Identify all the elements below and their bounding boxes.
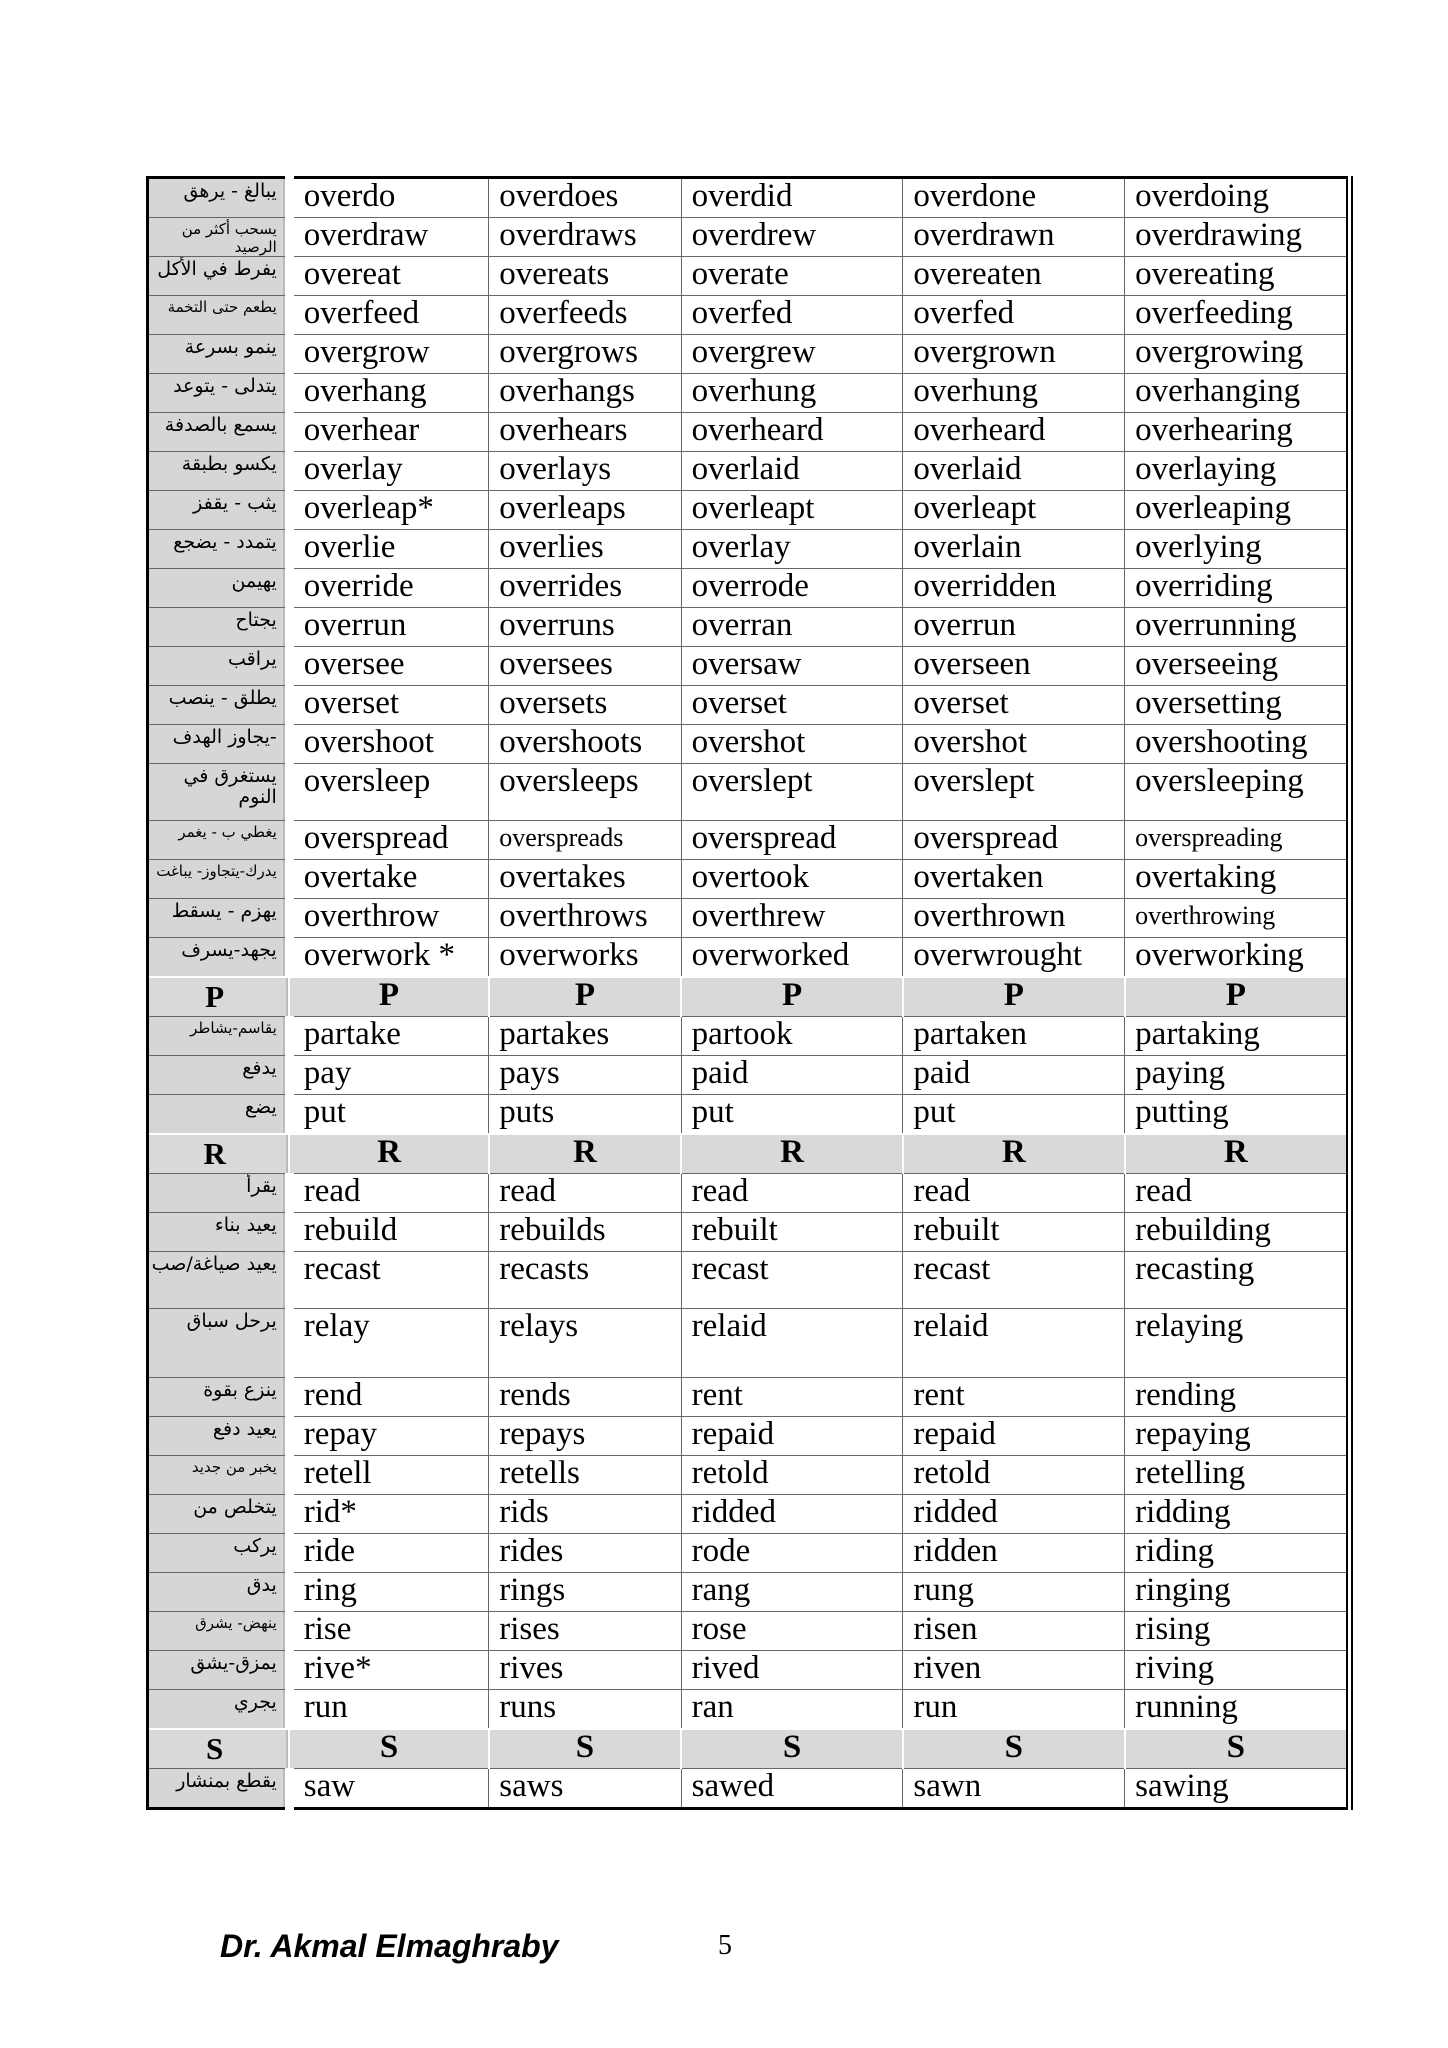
base-form: rid* — [289, 1495, 488, 1534]
arabic-meaning: يضع — [148, 1095, 290, 1135]
verb-row — [148, 413, 1350, 452]
verb-table-body — [148, 178, 1350, 1809]
present-participle-form: relaying — [1125, 1309, 1350, 1378]
arabic-meaning: يكسو بطبقة — [148, 452, 290, 491]
verb-row — [148, 257, 1350, 296]
base-form: recast — [289, 1252, 488, 1309]
base-form: overdraw — [289, 218, 488, 257]
verb-row — [148, 1612, 1350, 1651]
verb-row — [148, 860, 1350, 899]
past-participle-form: risen — [903, 1612, 1125, 1651]
base-form: run — [289, 1690, 488, 1730]
verb-row — [148, 1378, 1350, 1417]
present-participle-form: partaking — [1125, 1017, 1350, 1056]
arabic-meaning: يقاسم-يشاطر — [148, 1017, 290, 1056]
past-participle-form: overdone — [903, 178, 1125, 218]
past-participle-form: put — [903, 1095, 1125, 1135]
third-person-form: overfeeds — [489, 296, 681, 335]
base-form: overthrow — [289, 899, 488, 938]
arabic-meaning: يبالغ - يرهق — [148, 178, 290, 218]
section-letter: P — [148, 977, 290, 1017]
past-form: overheard — [681, 413, 903, 452]
section-letter: S — [289, 1729, 488, 1769]
past-participle-form: overseen — [903, 647, 1125, 686]
present-participle-form: overriding — [1125, 569, 1350, 608]
present-participle-form: overhanging — [1125, 374, 1350, 413]
base-form: overset — [289, 686, 488, 725]
past-form: paid — [681, 1056, 903, 1095]
verb-forms-table — [146, 176, 1353, 1810]
verb-row — [148, 1769, 1350, 1809]
base-form: ring — [289, 1573, 488, 1612]
arabic-meaning: يتخلص من — [148, 1495, 290, 1534]
base-form: overshoot — [289, 725, 488, 764]
present-participle-form: overspreading — [1125, 821, 1350, 860]
arabic-meaning: يتمدد - يضجع — [148, 530, 290, 569]
past-participle-form: overspread — [903, 821, 1125, 860]
past-participle-form: overlain — [903, 530, 1125, 569]
verb-row — [148, 335, 1350, 374]
section-letter: R — [1125, 1134, 1350, 1174]
base-form: saw — [289, 1769, 488, 1809]
past-form: rose — [681, 1612, 903, 1651]
past-participle-form: run — [903, 1690, 1125, 1730]
base-form: oversee — [289, 647, 488, 686]
third-person-form: recasts — [489, 1252, 681, 1309]
section-letter: P — [1125, 977, 1350, 1017]
present-participle-form: putting — [1125, 1095, 1350, 1135]
past-form: overdrew — [681, 218, 903, 257]
arabic-meaning: ينزع بقوة — [148, 1378, 290, 1417]
third-person-form: overlies — [489, 530, 681, 569]
past-participle-form: overridden — [903, 569, 1125, 608]
arabic-meaning: يركب — [148, 1534, 290, 1573]
section-header-row — [148, 1729, 1350, 1769]
verb-row — [148, 1573, 1350, 1612]
verb-row — [148, 1174, 1350, 1213]
present-participle-form: riving — [1125, 1651, 1350, 1690]
past-participle-form: partaken — [903, 1017, 1125, 1056]
arabic-meaning: يمزق-يشق — [148, 1651, 290, 1690]
present-participle-form: overworking — [1125, 938, 1350, 978]
past-form: overleapt — [681, 491, 903, 530]
third-person-form: overleaps — [489, 491, 681, 530]
present-participle-form: overseeing — [1125, 647, 1350, 686]
arabic-meaning: يغطي ب - يغمر — [148, 821, 290, 860]
past-participle-form: overset — [903, 686, 1125, 725]
past-form: overshot — [681, 725, 903, 764]
arabic-meaning: يعيد صياغة/صب — [148, 1252, 290, 1309]
base-form: rise — [289, 1612, 488, 1651]
section-letter: P — [289, 977, 488, 1017]
verb-row — [148, 452, 1350, 491]
arabic-meaning: يقرأ — [148, 1174, 290, 1213]
present-participle-form: overdoing — [1125, 178, 1350, 218]
third-person-form: rises — [489, 1612, 681, 1651]
past-form: rebuilt — [681, 1213, 903, 1252]
present-participle-form: overlying — [1125, 530, 1350, 569]
past-participle-form: overlaid — [903, 452, 1125, 491]
past-form: overspread — [681, 821, 903, 860]
past-form: rode — [681, 1534, 903, 1573]
present-participle-form: overfeeding — [1125, 296, 1350, 335]
verb-row — [148, 1056, 1350, 1095]
section-letter: R — [903, 1134, 1125, 1174]
past-form: sawed — [681, 1769, 903, 1809]
arabic-meaning: يهيمن — [148, 569, 290, 608]
arabic-meaning: يسحب أكثر من الرصيد — [148, 218, 290, 257]
arabic-meaning: يدفع — [148, 1056, 290, 1095]
past-form: read — [681, 1174, 903, 1213]
section-letter: S — [1125, 1729, 1350, 1769]
past-participle-form: overtaken — [903, 860, 1125, 899]
arabic-meaning: يطعم حتى التخمة — [148, 296, 290, 335]
third-person-form: overtakes — [489, 860, 681, 899]
third-person-form: overhangs — [489, 374, 681, 413]
verb-row — [148, 1252, 1350, 1309]
third-person-form: overspreads — [489, 821, 681, 860]
base-form: rive* — [289, 1651, 488, 1690]
base-form: overspread — [289, 821, 488, 860]
third-person-form: saws — [489, 1769, 681, 1809]
verb-row — [148, 1690, 1350, 1730]
base-form: retell — [289, 1456, 488, 1495]
section-letter: S — [148, 1729, 290, 1769]
section-letter: R — [681, 1134, 903, 1174]
present-participle-form: overgrowing — [1125, 335, 1350, 374]
base-form: overleap* — [289, 491, 488, 530]
present-participle-form: oversetting — [1125, 686, 1350, 725]
third-person-form: pays — [489, 1056, 681, 1095]
section-letter: R — [489, 1134, 681, 1174]
past-participle-form: overwrought — [903, 938, 1125, 978]
base-form: overeat — [289, 257, 488, 296]
past-form: rent — [681, 1378, 903, 1417]
arabic-meaning: ينهض- يشرق — [148, 1612, 290, 1651]
base-form: overhear — [289, 413, 488, 452]
third-person-form: overthrows — [489, 899, 681, 938]
verb-row — [148, 1417, 1350, 1456]
past-participle-form: overrun — [903, 608, 1125, 647]
page-number: 5 — [718, 1930, 732, 1961]
third-person-form: rends — [489, 1378, 681, 1417]
third-person-form: overdraws — [489, 218, 681, 257]
third-person-form: overworks — [489, 938, 681, 978]
verb-row — [148, 178, 1350, 218]
third-person-form: repays — [489, 1417, 681, 1456]
past-participle-form: sawn — [903, 1769, 1125, 1809]
past-form: overdid — [681, 178, 903, 218]
third-person-form: oversets — [489, 686, 681, 725]
base-form: overhang — [289, 374, 488, 413]
past-participle-form: overthrown — [903, 899, 1125, 938]
present-participle-form: overleaping — [1125, 491, 1350, 530]
verb-row — [148, 296, 1350, 335]
verb-row — [148, 647, 1350, 686]
base-form: pay — [289, 1056, 488, 1095]
past-form: overran — [681, 608, 903, 647]
present-participle-form: ridding — [1125, 1495, 1350, 1534]
past-form: put — [681, 1095, 903, 1135]
base-form: overdo — [289, 178, 488, 218]
verb-row — [148, 725, 1350, 764]
verb-row — [148, 1213, 1350, 1252]
arabic-meaning: يستغرق في النوم — [148, 764, 290, 821]
verb-row — [148, 1651, 1350, 1690]
arabic-meaning: يجتاح — [148, 608, 290, 647]
third-person-form: retells — [489, 1456, 681, 1495]
verb-row — [148, 530, 1350, 569]
present-participle-form: overdrawing — [1125, 218, 1350, 257]
arabic-meaning: -يجاوز الهدف — [148, 725, 290, 764]
arabic-meaning: يثب - يقفز — [148, 491, 290, 530]
past-participle-form: repaid — [903, 1417, 1125, 1456]
arabic-meaning: يدق — [148, 1573, 290, 1612]
arabic-meaning: يراقب — [148, 647, 290, 686]
base-form: overgrow — [289, 335, 488, 374]
base-form: ride — [289, 1534, 488, 1573]
third-person-form: oversees — [489, 647, 681, 686]
third-person-form: read — [489, 1174, 681, 1213]
past-participle-form: overfed — [903, 296, 1125, 335]
arabic-meaning: يتدلى - يتوعد — [148, 374, 290, 413]
past-participle-form: paid — [903, 1056, 1125, 1095]
third-person-form: overrides — [489, 569, 681, 608]
present-participle-form: overhearing — [1125, 413, 1350, 452]
past-form: overthrew — [681, 899, 903, 938]
verb-row — [148, 374, 1350, 413]
arabic-meaning: يهزم - يسقط — [148, 899, 290, 938]
third-person-form: overshoots — [489, 725, 681, 764]
past-participle-form: riven — [903, 1651, 1125, 1690]
section-letter: R — [289, 1134, 488, 1174]
past-participle-form: overslept — [903, 764, 1125, 821]
verb-row — [148, 764, 1350, 821]
section-letter: P — [489, 977, 681, 1017]
verb-row — [148, 1534, 1350, 1573]
present-participle-form: riding — [1125, 1534, 1350, 1573]
third-person-form: rids — [489, 1495, 681, 1534]
base-form: put — [289, 1095, 488, 1135]
past-form: overlay — [681, 530, 903, 569]
section-letter: S — [489, 1729, 681, 1769]
base-form: overlay — [289, 452, 488, 491]
present-participle-form: oversleeping — [1125, 764, 1350, 821]
verb-row — [148, 1017, 1350, 1056]
past-participle-form: ridded — [903, 1495, 1125, 1534]
verb-row — [148, 821, 1350, 860]
third-person-form: rides — [489, 1534, 681, 1573]
present-participle-form: overlaying — [1125, 452, 1350, 491]
present-participle-form: rebuilding — [1125, 1213, 1350, 1252]
arabic-meaning: يقطع بمنشار — [148, 1769, 290, 1809]
section-letter: R — [148, 1134, 290, 1174]
arabic-meaning: يسمع بالصدفة — [148, 413, 290, 452]
present-participle-form: rending — [1125, 1378, 1350, 1417]
section-letter: S — [903, 1729, 1125, 1769]
past-form: rived — [681, 1651, 903, 1690]
author-name: Dr. Akmal Elmaghraby — [220, 1928, 559, 1964]
base-form: overrun — [289, 608, 488, 647]
past-form: rang — [681, 1573, 903, 1612]
third-person-form: overgrows — [489, 335, 681, 374]
verb-row — [148, 899, 1350, 938]
past-form: ran — [681, 1690, 903, 1730]
past-form: overlaid — [681, 452, 903, 491]
present-participle-form: retelling — [1125, 1456, 1350, 1495]
past-participle-form: overeaten — [903, 257, 1125, 296]
present-participle-form: running — [1125, 1690, 1350, 1730]
arabic-meaning: يخبر من جديد — [148, 1456, 290, 1495]
past-participle-form: overshot — [903, 725, 1125, 764]
past-form: overrode — [681, 569, 903, 608]
past-participle-form: rebuilt — [903, 1213, 1125, 1252]
section-header-row — [148, 1134, 1350, 1174]
verb-row — [148, 608, 1350, 647]
past-participle-form: rent — [903, 1378, 1125, 1417]
verb-row — [148, 938, 1350, 978]
present-participle-form: recasting — [1125, 1252, 1350, 1309]
past-participle-form: rung — [903, 1573, 1125, 1612]
present-participle-form: overrunning — [1125, 608, 1350, 647]
verb-row — [148, 569, 1350, 608]
past-participle-form: recast — [903, 1252, 1125, 1309]
past-form: overgrew — [681, 335, 903, 374]
arabic-meaning: ينمو بسرعة — [148, 335, 290, 374]
present-participle-form: repaying — [1125, 1417, 1350, 1456]
section-letter: P — [681, 977, 903, 1017]
base-form: relay — [289, 1309, 488, 1378]
arabic-meaning: يعيد بناء — [148, 1213, 290, 1252]
past-form: overset — [681, 686, 903, 725]
past-participle-form: overgrown — [903, 335, 1125, 374]
verb-row — [148, 1456, 1350, 1495]
verb-row — [148, 1495, 1350, 1534]
present-participle-form: overtaking — [1125, 860, 1350, 899]
past-participle-form: read — [903, 1174, 1125, 1213]
third-person-form: overdoes — [489, 178, 681, 218]
base-form: overtake — [289, 860, 488, 899]
past-participle-form: overheard — [903, 413, 1125, 452]
verb-row — [148, 218, 1350, 257]
arabic-meaning: يجري — [148, 1690, 290, 1730]
verb-row — [148, 491, 1350, 530]
arabic-meaning: يجهد-يسرف — [148, 938, 290, 978]
past-form: recast — [681, 1252, 903, 1309]
past-form: overate — [681, 257, 903, 296]
section-letter: S — [681, 1729, 903, 1769]
present-participle-form: read — [1125, 1174, 1350, 1213]
past-participle-form: overhung — [903, 374, 1125, 413]
third-person-form: runs — [489, 1690, 681, 1730]
third-person-form: rives — [489, 1651, 681, 1690]
base-form: override — [289, 569, 488, 608]
past-participle-form: overdrawn — [903, 218, 1125, 257]
verb-row — [148, 1095, 1350, 1135]
section-letter: P — [903, 977, 1125, 1017]
third-person-form: overhears — [489, 413, 681, 452]
past-form: overslept — [681, 764, 903, 821]
verb-row — [148, 1309, 1350, 1378]
base-form: overwork * — [289, 938, 488, 978]
arabic-meaning: يدرك-يتجاوز- يباغت — [148, 860, 290, 899]
third-person-form: puts — [489, 1095, 681, 1135]
section-header-row — [148, 977, 1350, 1017]
past-form: overtook — [681, 860, 903, 899]
verb-row — [148, 686, 1350, 725]
past-participle-form: ridden — [903, 1534, 1125, 1573]
third-person-form: overeats — [489, 257, 681, 296]
present-participle-form: paying — [1125, 1056, 1350, 1095]
past-form: repaid — [681, 1417, 903, 1456]
third-person-form: rings — [489, 1573, 681, 1612]
base-form: oversleep — [289, 764, 488, 821]
present-participle-form: overthrowing — [1125, 899, 1350, 938]
past-form: overworked — [681, 938, 903, 978]
present-participle-form: sawing — [1125, 1769, 1350, 1809]
base-form: rend — [289, 1378, 488, 1417]
past-form: relaid — [681, 1309, 903, 1378]
third-person-form: relays — [489, 1309, 681, 1378]
third-person-form: rebuilds — [489, 1213, 681, 1252]
third-person-form: overlays — [489, 452, 681, 491]
past-participle-form: retold — [903, 1456, 1125, 1495]
past-form: overfed — [681, 296, 903, 335]
arabic-meaning: يطلق - ينصب — [148, 686, 290, 725]
present-participle-form: overshooting — [1125, 725, 1350, 764]
base-form: read — [289, 1174, 488, 1213]
past-form: partook — [681, 1017, 903, 1056]
present-participle-form: overeating — [1125, 257, 1350, 296]
past-form: ridded — [681, 1495, 903, 1534]
present-participle-form: rising — [1125, 1612, 1350, 1651]
arabic-meaning: يعيد دفع — [148, 1417, 290, 1456]
past-participle-form: overleapt — [903, 491, 1125, 530]
arabic-meaning: يرحل سباق — [148, 1309, 290, 1378]
base-form: overlie — [289, 530, 488, 569]
third-person-form: partakes — [489, 1017, 681, 1056]
present-participle-form: ringing — [1125, 1573, 1350, 1612]
past-form: overhung — [681, 374, 903, 413]
third-person-form: overruns — [489, 608, 681, 647]
base-form: overfeed — [289, 296, 488, 335]
base-form: repay — [289, 1417, 488, 1456]
base-form: rebuild — [289, 1213, 488, 1252]
arabic-meaning: يفرط في الأكل — [148, 257, 290, 296]
past-form: oversaw — [681, 647, 903, 686]
base-form: partake — [289, 1017, 488, 1056]
past-form: retold — [681, 1456, 903, 1495]
third-person-form: oversleeps — [489, 764, 681, 821]
past-participle-form: relaid — [903, 1309, 1125, 1378]
